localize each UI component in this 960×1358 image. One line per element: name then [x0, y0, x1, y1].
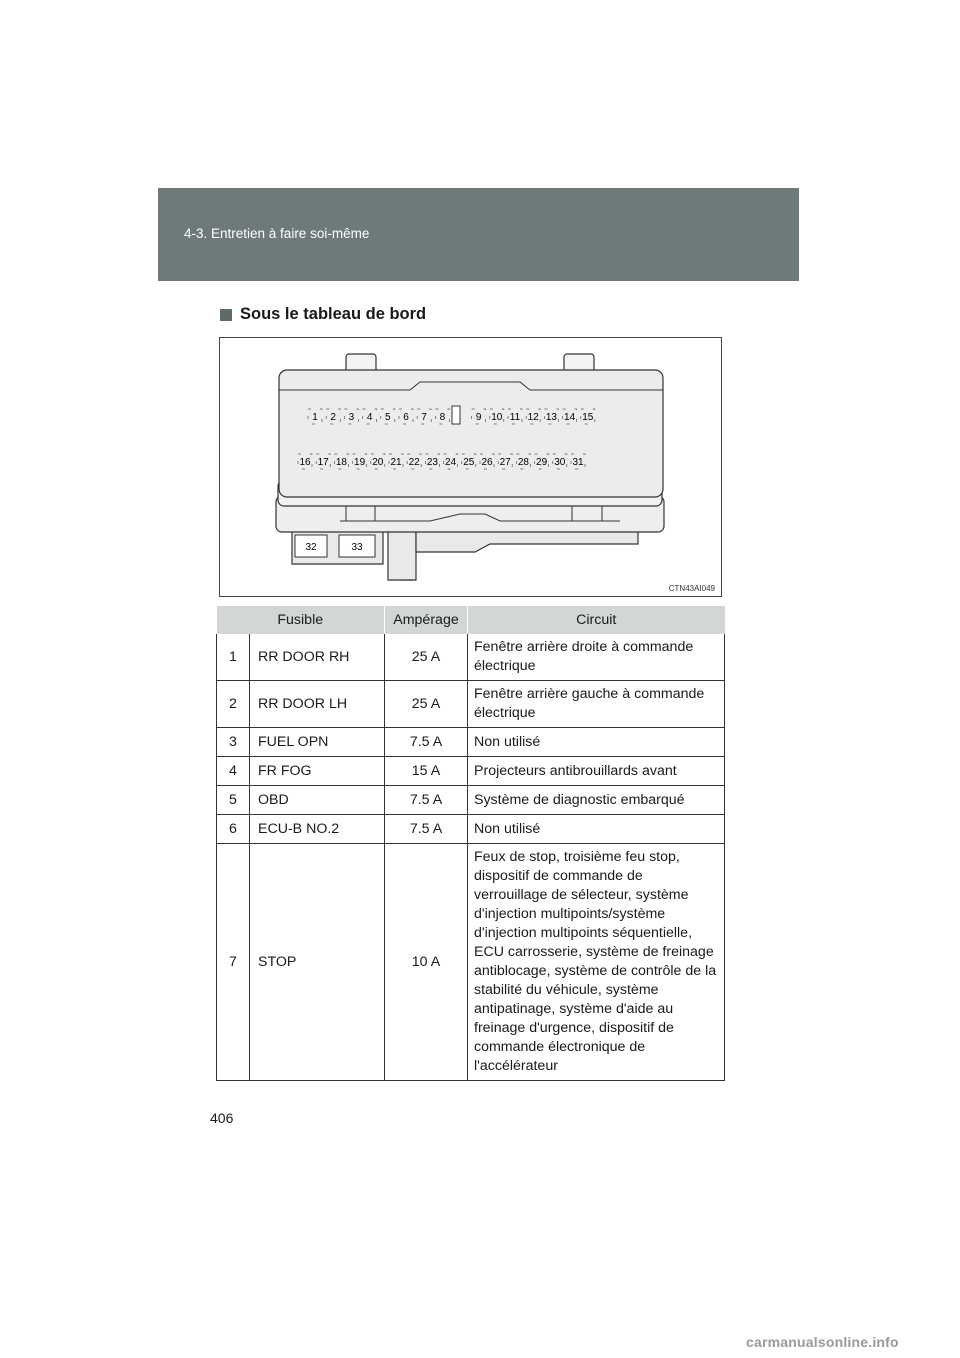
fuse-label-4: 4	[366, 412, 373, 423]
fuse-circuit: Fenêtre arrière droite à commande électrique	[468, 634, 725, 681]
fuse-table	[216, 606, 725, 1081]
fuse-label-21: 21	[390, 457, 402, 468]
fuse-label-31: 31	[572, 457, 584, 468]
fuse-name: RR DOOR RH	[250, 634, 385, 681]
fuse-number: 6	[217, 815, 250, 844]
fuse-label-7: 7	[421, 412, 427, 423]
fuse-circuit: Système de diagnostic embarqué	[468, 786, 725, 815]
fuse-amperage: 25 A	[385, 681, 468, 728]
fuse-label-18: 18	[335, 457, 347, 468]
fuse-label-16: 16	[299, 457, 311, 468]
fuse-label-24: 24	[445, 457, 457, 468]
fuse-label-12: 12	[527, 412, 539, 423]
fuse-amperage: 25 A	[385, 634, 468, 681]
fuse-label-32: 32	[305, 542, 317, 553]
fuse-amperage: 15 A	[385, 757, 468, 786]
fuse-number: 2	[217, 681, 250, 728]
table-row	[217, 844, 725, 1081]
fuse-label-15: 15	[582, 412, 594, 423]
column-header-amperage: Ampérage	[385, 606, 468, 634]
table-row	[217, 786, 725, 815]
fuse-label-1: 1	[312, 412, 318, 423]
fuse-name: ECU-B NO.2	[250, 815, 385, 844]
fuse-label-6: 6	[403, 412, 409, 423]
fuse-number: 3	[217, 728, 250, 757]
fuse-label-2: 2	[330, 412, 336, 423]
fuse-label-3: 3	[348, 412, 355, 423]
fuse-label-19: 19	[354, 457, 366, 468]
fuse-label-30: 30	[554, 457, 566, 468]
fuse-circuit: Non utilisé	[468, 815, 725, 844]
table-row	[217, 815, 725, 844]
section-title: 4-3. Entretien à faire soi-même	[184, 226, 370, 241]
subsection-heading-text: Sous le tableau de bord	[240, 305, 427, 323]
fuse-circuit: Non utilisé	[468, 728, 725, 757]
fuse-box-drawing	[220, 338, 721, 596]
relay-slot	[452, 406, 460, 424]
fuse-label-23: 23	[426, 457, 438, 468]
fuse-label-33: 33	[351, 542, 363, 553]
fuse-label-9: 9	[475, 412, 482, 423]
table-row	[217, 757, 725, 786]
fuse-label-5: 5	[385, 412, 391, 423]
fuse-amperage: 7.5 A	[385, 728, 468, 757]
fuse-name: RR DOOR LH	[250, 681, 385, 728]
fuse-name: STOP	[250, 844, 385, 1081]
column-header-circuit: Circuit	[468, 606, 725, 634]
fuse-label-27: 27	[499, 457, 511, 468]
fuse-label-14: 14	[564, 412, 576, 423]
fuse-label-13: 13	[545, 412, 557, 423]
watermark: carmanualsonline.info	[746, 1334, 899, 1350]
figure-code: CTN43AI049	[668, 584, 715, 593]
fuse-number: 7	[217, 844, 250, 1081]
fuse-number: 4	[217, 757, 250, 786]
fuse-label-29: 29	[536, 457, 548, 468]
table-row	[217, 634, 725, 681]
fuse-name: FR FOG	[250, 757, 385, 786]
section-header-bar	[158, 188, 799, 281]
fuse-name: FUEL OPN	[250, 728, 385, 757]
table-row	[217, 681, 725, 728]
fuse-label-17: 17	[317, 457, 329, 468]
fuse-label-11: 11	[509, 412, 521, 423]
fuse-circuit: Fenêtre arrière gauche à commande électrique	[468, 681, 725, 728]
fuse-name: OBD	[250, 786, 385, 815]
fuse-amperage: 10 A	[385, 844, 468, 1081]
fuse-label-28: 28	[517, 457, 529, 468]
fuse-circuit: Feux de stop, troisième feu stop, dispositif de commande de verrouillage de sélecteur, système d'injection multipoints/système d'injection multipoints séquentielle, ECU carrosserie, système de freinage antiblocage, système de contrôle de la stabilité du véhicule, système antipatinage, système d'aide au freinage d'urgence, dispositif de commande électronique de l'accélérateur	[468, 844, 725, 1081]
fuse-number: 5	[217, 786, 250, 815]
fuse-label-26: 26	[481, 457, 493, 468]
fuse-label-20: 20	[372, 457, 384, 468]
square-bullet-icon	[220, 309, 232, 321]
fuse-number: 1	[217, 634, 250, 681]
fuse-box-diagram	[219, 337, 722, 597]
fuse-amperage: 7.5 A	[385, 815, 468, 844]
subsection-heading	[220, 305, 426, 324]
table-row	[217, 728, 725, 757]
fuse-circuit: Projecteurs antibrouillards avant	[468, 757, 725, 786]
fuse-label-8: 8	[439, 412, 446, 423]
page-number: 406	[210, 1110, 234, 1126]
fuse-label-25: 25	[463, 457, 475, 468]
column-header-fuse: Fusible	[217, 606, 385, 634]
fuse-label-22: 22	[408, 457, 420, 468]
fuse-amperage: 7.5 A	[385, 786, 468, 815]
fuse-label-10: 10	[491, 412, 503, 423]
